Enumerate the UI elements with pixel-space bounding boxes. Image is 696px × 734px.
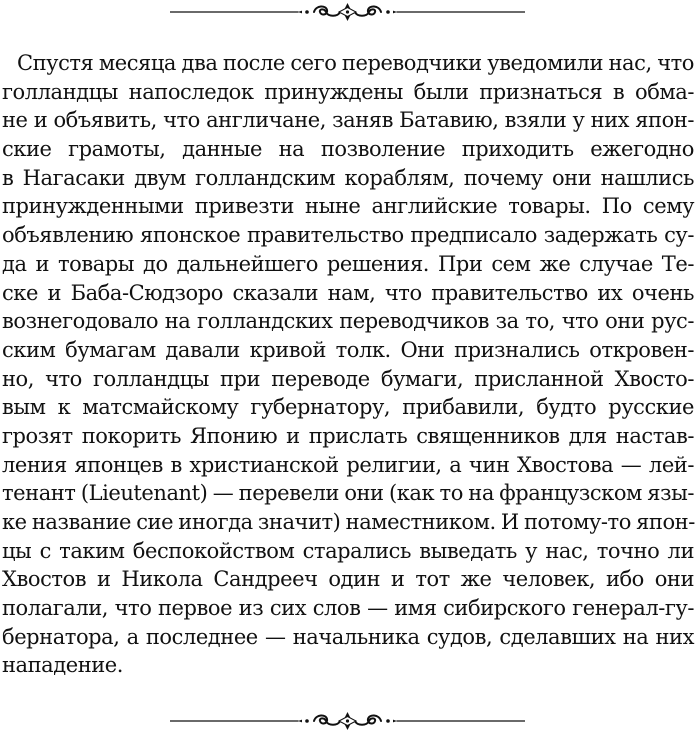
paragraph: [2, 49, 694, 680]
paragraph-line: да и товары до дальнейшего решения. При сем же случае Те-: [2, 251, 694, 276]
bottom-ornament: [170, 711, 525, 731]
paragraph-line: принужденными привезти ныне английские товары. По сему: [2, 194, 694, 219]
paragraph-line: полагали, что первое из сих слов — имя сибирского генерал-гу-: [2, 596, 694, 621]
top-ornament: [170, 2, 525, 22]
paragraph-line: Спустя месяца два после сего переводчики уведомили нас, что: [17, 51, 694, 75]
paragraph-line: голландцы напоследок принуждены были признаться в обма-: [2, 79, 694, 104]
paragraph-line: но, что голландцы при переводе бумаги, присланной Хвосто-: [2, 366, 694, 391]
paragraph-line: ские грамоты, данные на позволение приходить ежегодно: [2, 137, 694, 162]
flourish-divider-icon: [170, 2, 525, 22]
paragraph-line: ления японцев в христианской религии, а чин Хвостова — лей-: [2, 452, 694, 477]
paragraph-line: нападение.: [2, 653, 123, 678]
paragraph-line: ске и Баба-Сюдзоро сказали нам, что правительство их очень: [2, 280, 694, 305]
paragraph-line: вознегодовало на голландских переводчиков за то, что они рус-: [2, 309, 694, 334]
paragraph-line: тенант (Lieutenant) — перевели они (как то на французском язы-: [2, 481, 694, 506]
paragraph-line: не и объявить, что англичане, заняв Батавию, взяли у них япон-: [2, 108, 694, 133]
flourish-divider-icon: [170, 711, 525, 731]
paragraph-line: объявлению японское правительство предписало задержать су-: [2, 223, 694, 248]
paragraph-line: вым к матсмайскому губернатору, прибавили, будто русские: [2, 395, 694, 420]
paragraph-line: цы с таким беспокойством старались выведать у нас, точно ли: [2, 538, 694, 563]
paragraph-line: Хвостов и Никола Сандрееч один и тот же человек, ибо они: [2, 567, 694, 592]
paragraph-line: грозят покорить Японию и прислать священников для настав-: [2, 423, 694, 448]
paragraph-line: ке название сие иногда значит) наместником. И потому-то япон-: [2, 510, 695, 534]
paragraph-line: ским бумагам давали кривой толк. Они признались откровен-: [2, 337, 694, 362]
paragraph-line: в Нагасаки двум голландским кораблям, почему они нашлись: [2, 165, 694, 190]
paragraph-line: бернатора, а последнее — начальника судов, сделавших на них: [2, 624, 694, 649]
